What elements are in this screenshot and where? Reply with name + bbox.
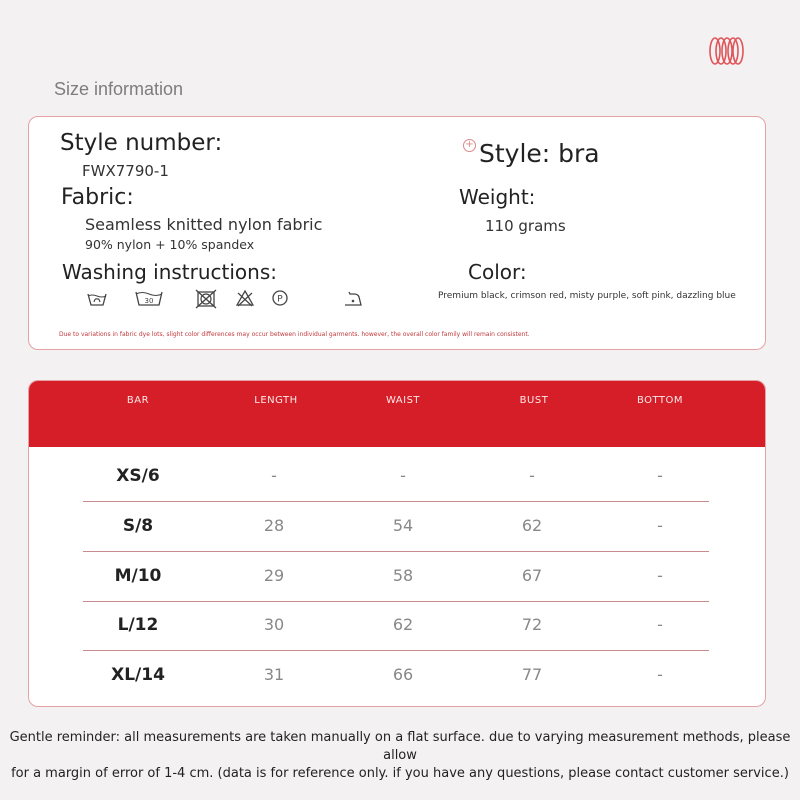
bust-cell: 62 (521, 516, 543, 535)
dry-clean-p-icon (271, 289, 289, 307)
column-header-bottom: BOTTOM (636, 395, 684, 406)
color-variation-note: Due to variations in fabric dye lots, slight color differences may occur between individual garments. however, the overall color family will remain consistent. (59, 331, 530, 338)
length-cell: 28 (263, 516, 285, 535)
column-header-length: LENGTH (254, 395, 298, 406)
color-label: Color: (468, 260, 527, 284)
measurement-reminder (0, 729, 800, 783)
length-cell: 31 (263, 665, 285, 684)
table-row (29, 452, 765, 502)
svg-text:30: 30 (144, 297, 154, 305)
size-cell: S/8 (122, 516, 154, 536)
bust-cell: 77 (521, 665, 543, 684)
product-info-card (28, 116, 766, 350)
weight-value: 110 grams (485, 217, 566, 235)
column-header-bar: BAR (126, 395, 150, 406)
brand-logo-icon (706, 34, 746, 68)
column-header-bust: BUST (519, 395, 549, 406)
waist-cell: 58 (392, 566, 414, 585)
reminder-line-1: Gentle reminder: all measurements are taken manually on a flat surface. due to varying measurement methods, please allow (9, 730, 791, 763)
plus-icon: + (463, 139, 476, 152)
length-cell: 29 (263, 566, 285, 585)
do-not-tumble-dry-icon (195, 289, 217, 309)
table-row (29, 651, 765, 701)
size-cell: L/12 (117, 615, 159, 635)
size-cell: XS/6 (116, 466, 160, 486)
waist-cell: 54 (392, 516, 414, 535)
svg-text:P: P (277, 294, 283, 305)
fabric-label: Fabric: (61, 185, 134, 210)
table-row (29, 601, 765, 651)
washing-label: Washing instructions: (62, 260, 277, 284)
hand-wash-icon (87, 289, 107, 307)
length-cell: - (271, 466, 277, 485)
bottom-cell: - (657, 665, 663, 684)
waist-cell: - (400, 466, 406, 485)
table-row (29, 552, 765, 602)
style-label: Style: bra (479, 139, 600, 168)
reminder-line-2: for a margin of error of 1-4 cm. (data is for reference only. if you have any questions, please contact customer service.) (11, 766, 789, 781)
bottom-cell: - (657, 466, 663, 485)
washing-icons (87, 289, 377, 311)
section-title: Size information (54, 79, 184, 99)
wash-30-icon (135, 289, 163, 307)
bust-cell: 67 (521, 566, 543, 585)
fabric-composition: 90% nylon + 10% spandex (85, 237, 255, 252)
bust-cell: - (529, 466, 535, 485)
bottom-cell: - (657, 566, 663, 585)
column-header-waist: WAIST (385, 395, 421, 406)
style-number-label: Style number: (60, 130, 223, 156)
length-cell: 30 (263, 615, 285, 634)
style-number-value: FWX7790-1 (82, 162, 169, 180)
bust-cell: 72 (521, 615, 543, 634)
fabric-value: Seamless knitted nylon fabric (85, 215, 323, 234)
size-table (28, 380, 766, 707)
low-iron-icon (343, 289, 363, 307)
weight-label: Weight: (459, 185, 536, 209)
waist-cell: 62 (392, 615, 414, 634)
table-header (29, 381, 765, 447)
table-row (29, 502, 765, 552)
bottom-cell: - (657, 516, 663, 535)
size-cell: XL/14 (111, 665, 165, 685)
waist-cell: 66 (392, 665, 414, 684)
do-not-bleach-icon (236, 289, 254, 307)
color-value: Premium black, crimson red, misty purple, soft pink, dazzling blue (438, 291, 736, 301)
size-cell: M/10 (114, 566, 162, 586)
bottom-cell: - (657, 615, 663, 634)
